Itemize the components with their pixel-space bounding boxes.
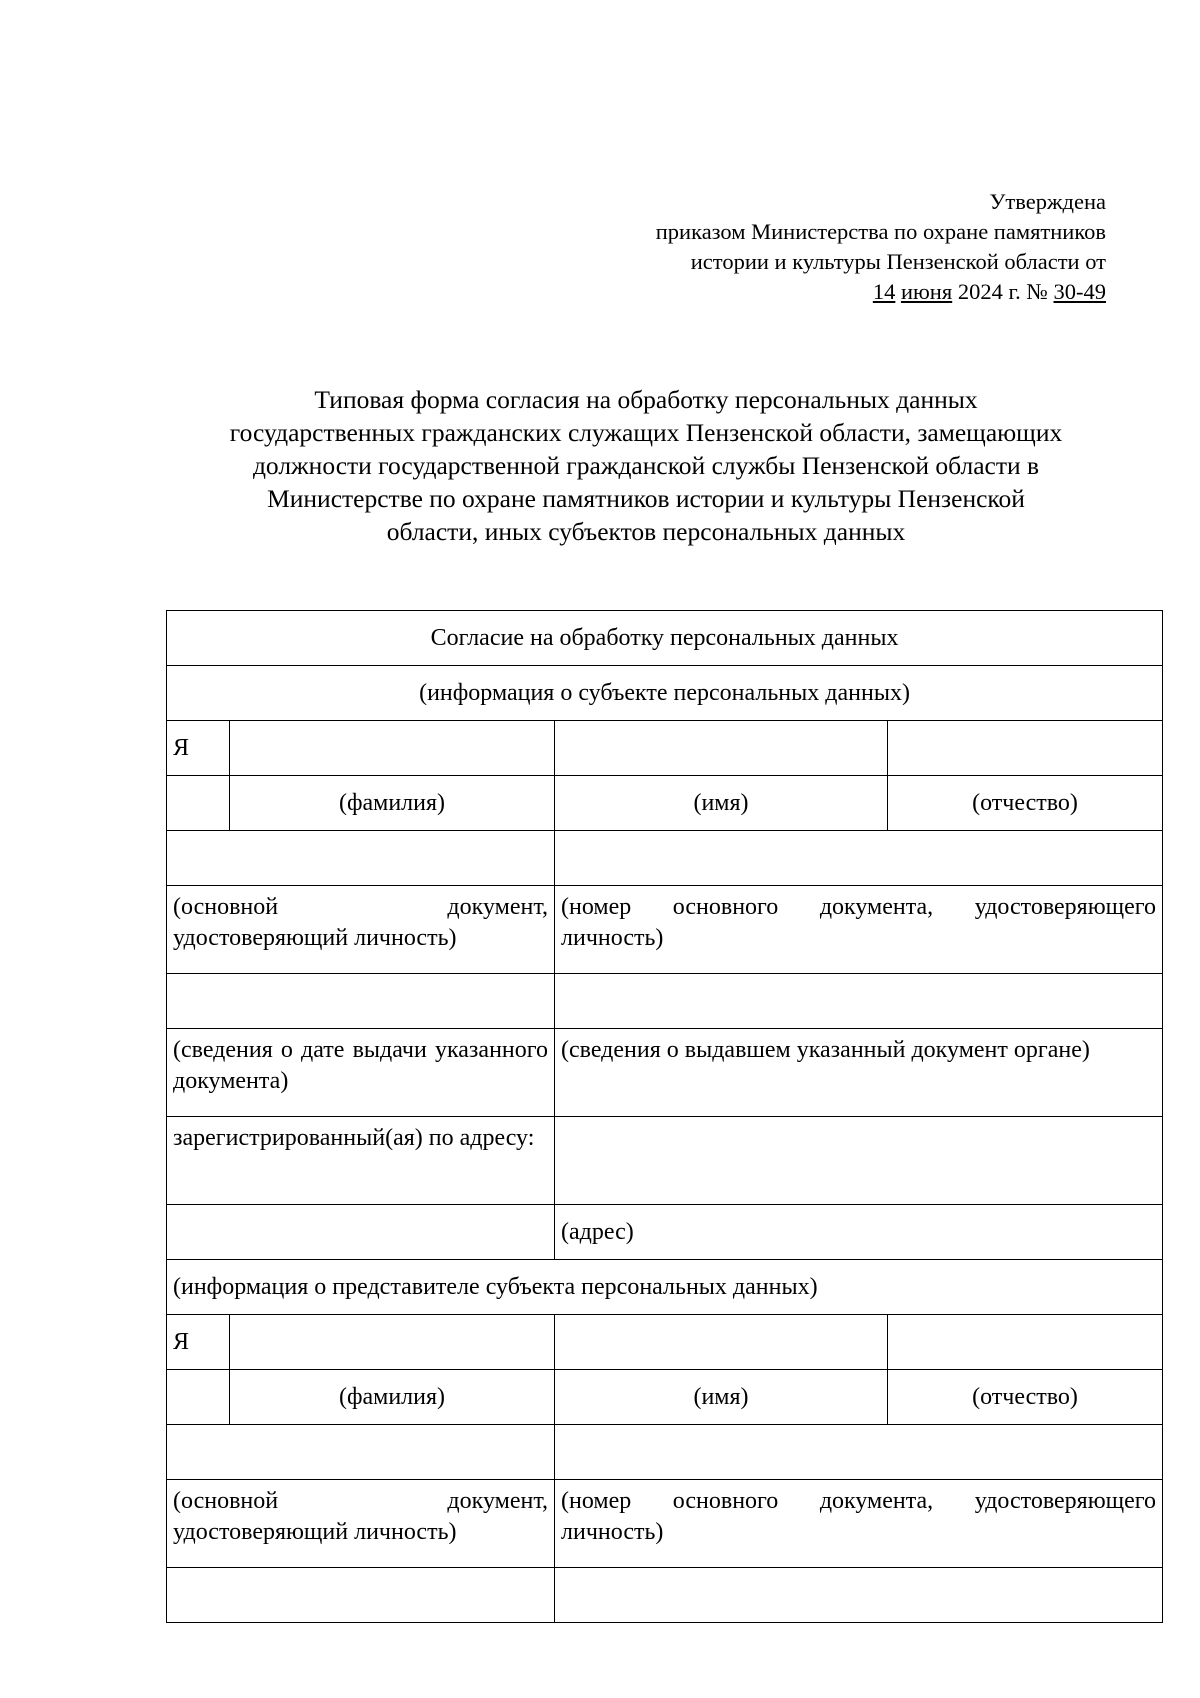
issuer-caption: (сведения о выдавшем указанный документ органе)	[555, 1029, 1163, 1117]
address-caption: (адрес)	[555, 1205, 1163, 1260]
title-line-5: области, иных субъектов персональных данных	[386, 517, 906, 546]
issue-date-field[interactable]	[167, 974, 555, 1029]
address-field[interactable]	[555, 1117, 1163, 1205]
rep-issuer-field[interactable]	[555, 1568, 1163, 1623]
surname-field[interactable]	[230, 721, 555, 776]
approval-month: июня	[900, 279, 953, 304]
rep-id-number-field[interactable]	[555, 1425, 1163, 1480]
issuer-field[interactable]	[555, 974, 1163, 1029]
approval-line-2: приказом Министерства по охране памятников	[655, 219, 1106, 244]
approval-block	[656, 187, 1106, 307]
rep-surname-caption: (фамилия)	[230, 1370, 555, 1425]
empty-cell	[167, 1370, 230, 1425]
empty-cell	[167, 776, 230, 831]
rep-issue-date-field[interactable]	[167, 1568, 555, 1623]
name-caption: (имя)	[555, 776, 888, 831]
rep-name-field[interactable]	[555, 1315, 888, 1370]
title-line-3: должности государственной гражданской службы Пензенской области в	[252, 451, 1040, 480]
rep-patronymic-field[interactable]	[888, 1315, 1163, 1370]
id-number-field[interactable]	[555, 831, 1163, 886]
form-heading: Согласие на обработку персональных данных	[167, 611, 1163, 666]
rep-id-document-caption: (основной документ, удостоверяющий личность)	[167, 1480, 555, 1568]
id-number-caption: (номер основного документа, удостоверяющего личность)	[555, 886, 1163, 974]
surname-caption: (фамилия)	[230, 776, 555, 831]
issue-date-caption: (сведения о дате выдачи указанного документа)	[167, 1029, 555, 1117]
empty-cell	[167, 1205, 555, 1260]
ya-label-representative: Я	[167, 1315, 230, 1370]
consent-form-table	[166, 610, 1163, 1623]
approval-line-3: истории и культуры Пензенской области от	[690, 249, 1106, 274]
approval-year: 2024 г. №	[952, 279, 1054, 304]
title-line-4: Министерстве по охране памятников истории и культуры Пензенской	[267, 484, 1025, 513]
patronymic-field[interactable]	[888, 721, 1163, 776]
rep-surname-field[interactable]	[230, 1315, 555, 1370]
patronymic-caption: (отчество)	[888, 776, 1163, 831]
ya-label: Я	[167, 721, 230, 776]
name-field[interactable]	[555, 721, 888, 776]
approval-day: 14	[872, 279, 896, 304]
representative-section-heading: (информация о представителе субъекта персональных данных)	[167, 1260, 1163, 1315]
approval-date-line	[656, 277, 1106, 307]
approval-line-1: Утверждена	[989, 189, 1106, 214]
rep-name-caption: (имя)	[555, 1370, 888, 1425]
rep-patronymic-caption: (отчество)	[888, 1370, 1163, 1425]
title-line-2: государственных гражданских служащих Пензенской области, замещающих	[229, 418, 1063, 447]
subject-section-heading: (информация о субъекте персональных данных)	[167, 666, 1163, 721]
document-title	[130, 383, 1162, 548]
approval-number: 30-49	[1053, 279, 1106, 304]
id-document-caption: (основной документ, удостоверяющий личность)	[167, 886, 555, 974]
rep-id-document-field[interactable]	[167, 1425, 555, 1480]
title-line-1: Типовая форма согласия на обработку персональных данных	[314, 385, 978, 414]
rep-id-number-caption: (номер основного документа, удостоверяющего личность)	[555, 1480, 1163, 1568]
registered-label: зарегистрированный(ая) по адресу:	[167, 1117, 555, 1205]
id-document-field[interactable]	[167, 831, 555, 886]
